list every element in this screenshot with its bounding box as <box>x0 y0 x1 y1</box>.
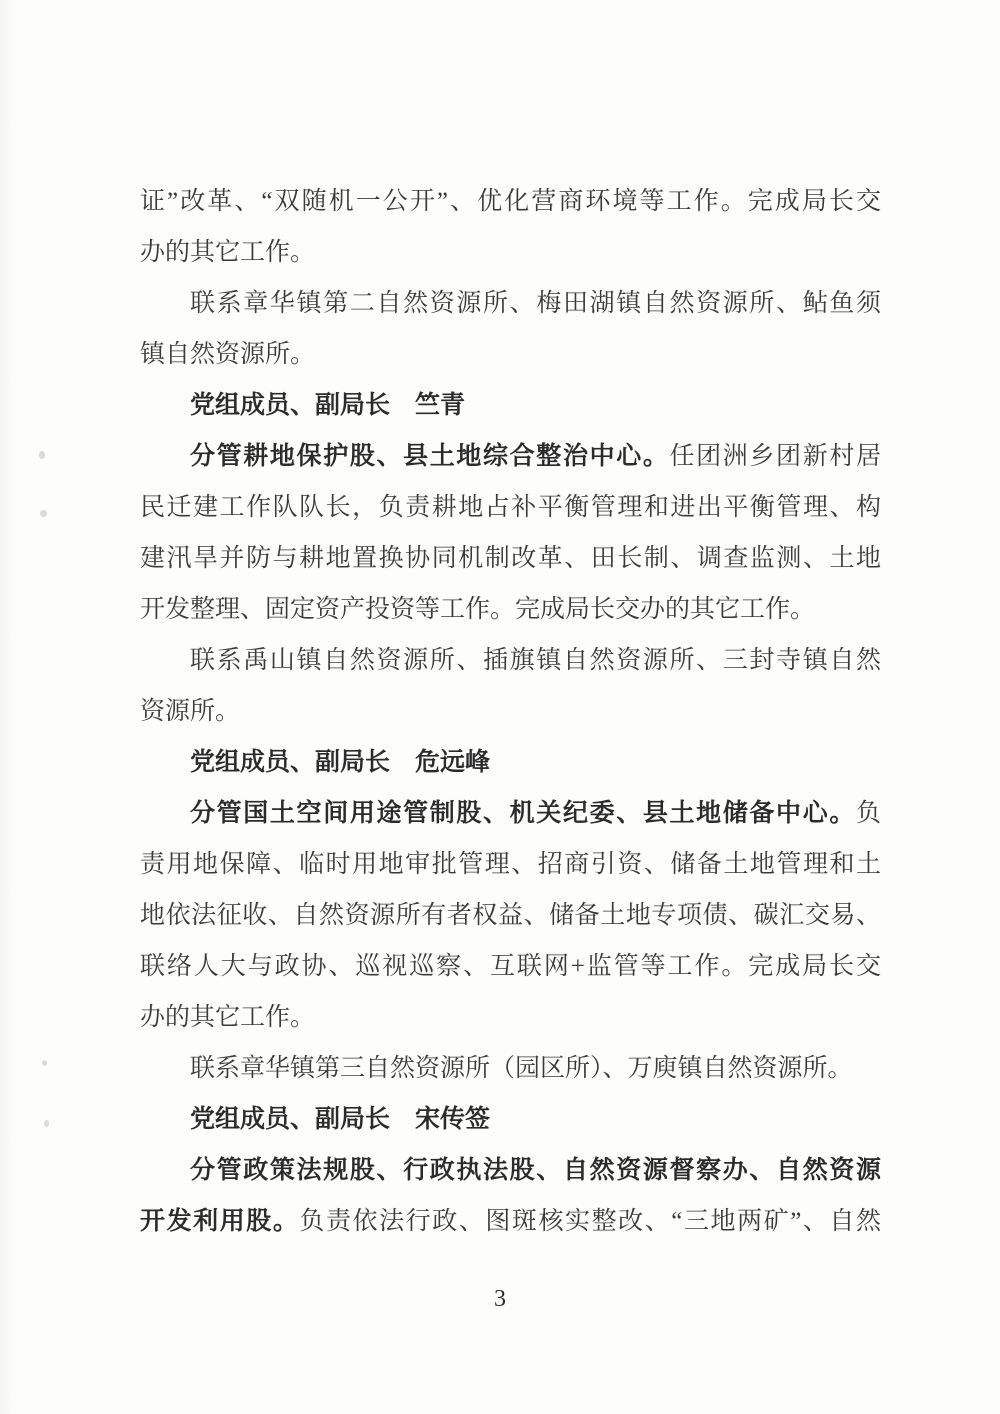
text-line <box>140 278 881 329</box>
page-number: 3 <box>494 1286 506 1312</box>
text-line <box>140 635 881 686</box>
text-segment: 办的其它工作。 <box>140 1004 316 1031</box>
text-line <box>140 839 881 890</box>
text-line <box>140 176 881 227</box>
heading-line <box>140 380 881 431</box>
text-segment: 任团洲乡团新村居 <box>669 443 881 470</box>
text-line <box>140 227 881 278</box>
text-line <box>140 941 881 992</box>
text-line <box>140 1145 881 1196</box>
scan-speck <box>39 451 45 459</box>
text-line <box>140 329 881 380</box>
text-segment: 负责依法行政、图斑核实整改、“三地两矿”、自然 <box>299 1208 881 1235</box>
text-segment: 民迁建工作队队长，负责耕地占补平衡管理和进出平衡管理、构 <box>140 494 881 521</box>
text-segment: 联系章华镇第二自然资源所、梅田湖镇自然资源所、鲇鱼须 <box>190 290 881 317</box>
text-segment: 建汛旱并防与耕地置换协同机制改革、田长制、调查监测、土地 <box>140 545 881 572</box>
text-line <box>140 686 881 737</box>
bold-text-segment: 党组成员、副局长 危远峰 <box>190 748 491 776</box>
bold-text-segment: 党组成员、副局长 竺青 <box>190 391 466 419</box>
text-segment: 负 <box>855 800 881 827</box>
bold-text-segment: 分管政策法规股、行政执法股、自然资源督察办、自然资源 <box>190 1156 881 1184</box>
text-line <box>140 788 881 839</box>
text-line <box>140 1043 881 1094</box>
scan-speck <box>42 1060 47 1066</box>
scan-speck <box>40 510 47 517</box>
text-line <box>140 890 881 941</box>
text-line <box>140 482 881 533</box>
text-line <box>140 533 881 584</box>
text-segment: 联系禹山镇自然资源所、插旗镇自然资源所、三封寺镇自然 <box>190 647 881 674</box>
heading-line <box>140 737 881 788</box>
document-body <box>140 176 881 1247</box>
bold-text-segment: 开发利用股。 <box>140 1207 300 1235</box>
text-segment: 办的其它工作。 <box>140 239 316 266</box>
text-line <box>140 1196 881 1247</box>
text-segment: 责用地保障、临时用地审批管理、招商引资、储备土地管理和土 <box>140 851 881 878</box>
text-line <box>140 992 881 1043</box>
bold-text-segment: 分管国土空间用途管制股、机关纪委、县土地储备中心。 <box>190 799 856 827</box>
scan-speck <box>44 1120 49 1127</box>
text-line <box>140 584 881 635</box>
bold-text-segment: 党组成员、副局长 宋传签 <box>190 1105 491 1133</box>
text-segment: 开发整理、固定资产投资等工作。完成局长交办的其它工作。 <box>140 596 816 623</box>
heading-line <box>140 1094 881 1145</box>
bold-text-segment: 分管耕地保护股、县土地综合整治中心。 <box>190 442 670 470</box>
text-segment: 证”改革、“双随机一公开”、优化营商环境等工作。完成局长交 <box>140 188 881 215</box>
text-segment: 镇自然资源所。 <box>140 341 316 368</box>
text-segment: 地依法征收、自然资源所有者权益、储备土地专项债、碳汇交易、 <box>140 902 881 929</box>
text-segment: 联络人大与政协、巡视巡察、互联网+监管等工作。完成局长交 <box>140 953 881 980</box>
text-segment: 资源所。 <box>140 698 241 725</box>
text-line <box>140 431 881 482</box>
text-segment: 联系章华镇第三自然资源所（园区所）、万庾镇自然资源所。 <box>190 1055 853 1082</box>
